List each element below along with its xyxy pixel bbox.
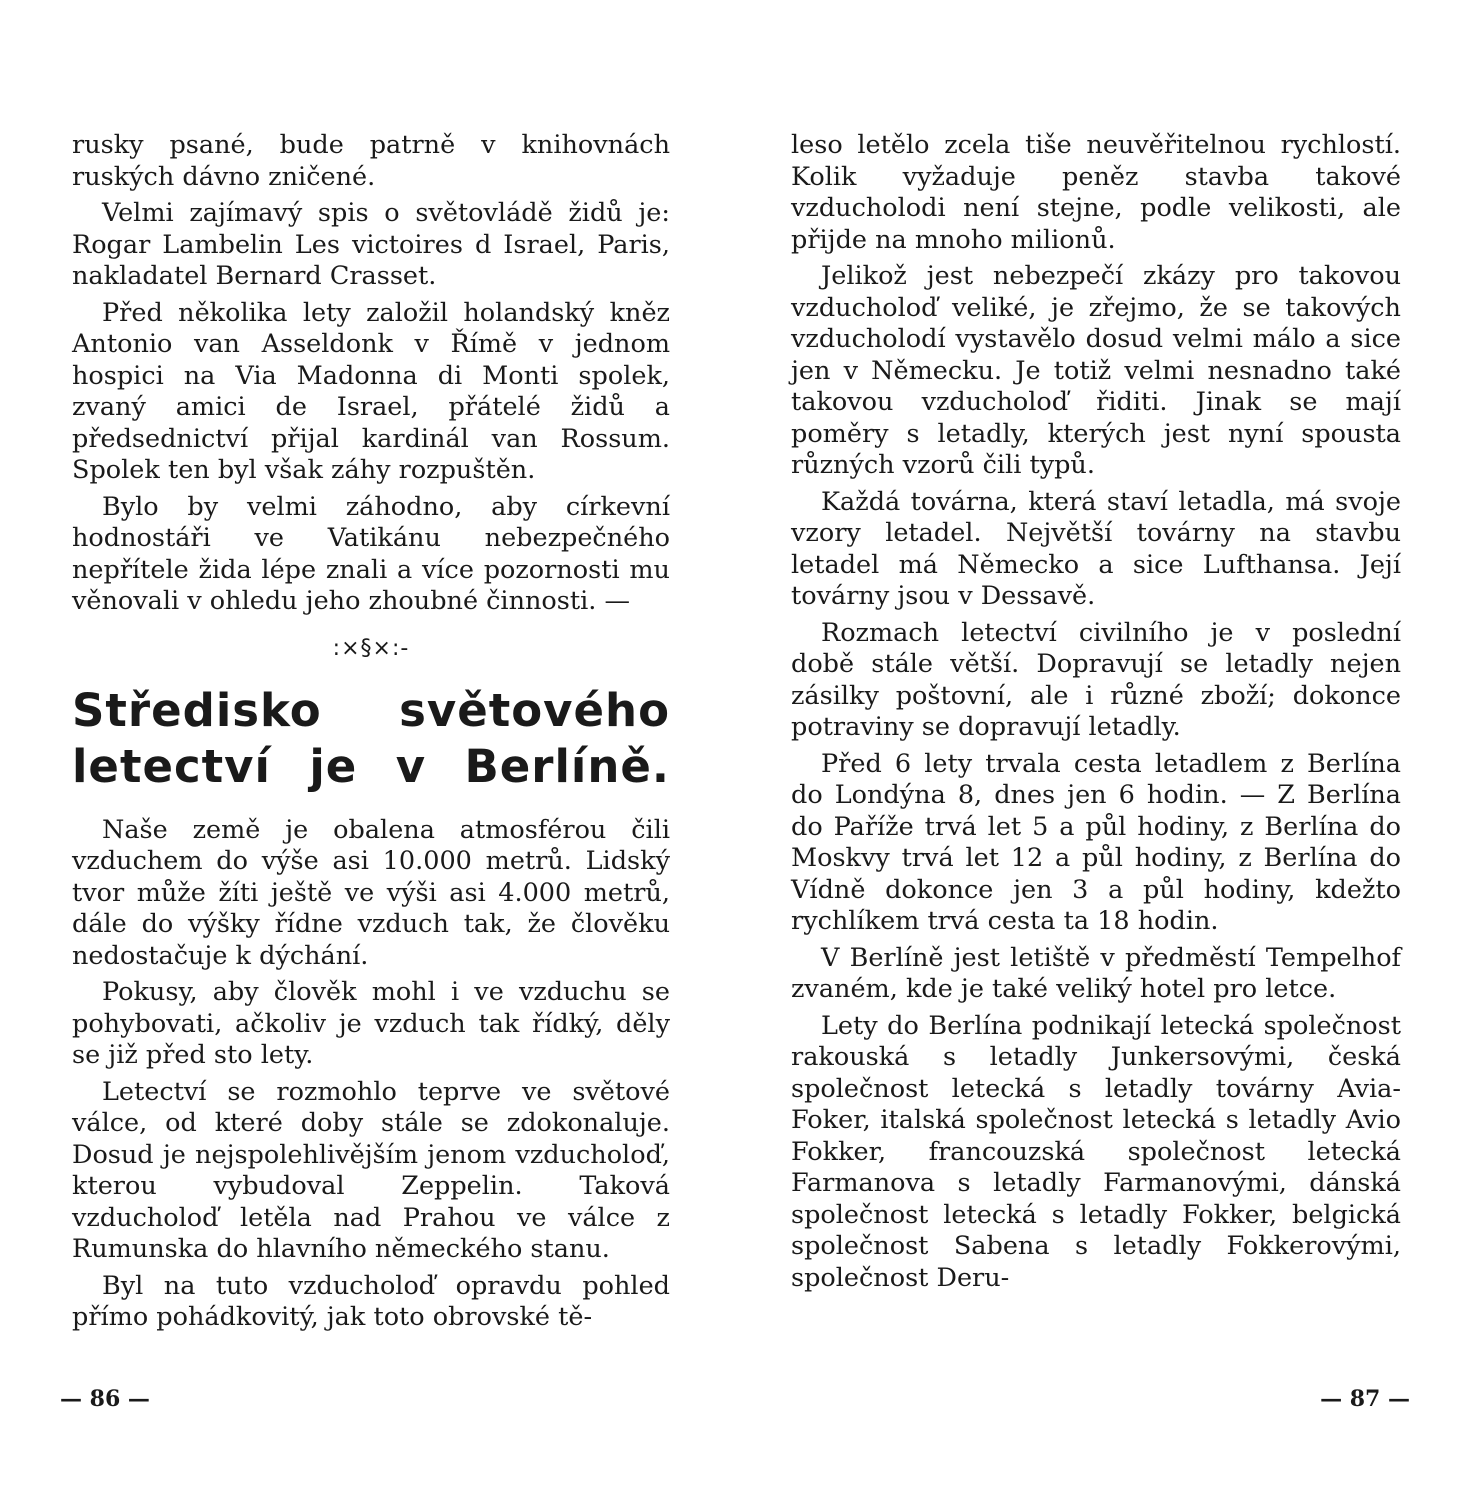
page-number: — 87 — [1320, 1386, 1410, 1412]
paragraph: Pokusy, aby člověk mohl i ve vzduchu se pohybovati, ačkoliv je vzduch tak řídký, děly se již před sto lety. [72, 977, 670, 1070]
paragraph: Lety do Berlína podnikají letecká společnost rakouská s letadly Junkersovými, česká společnost letecká s letadly továrny Avia-Foker, italská společnost letecká s letadly Avio Fokker, francouzská společnost letecká Farmanova s letadly Farmanovými, dánská společnost letecká s letadly Fokker, belgická společnost Sabena s letadly Fokkerovými, společnost Deru- [791, 1010, 1401, 1293]
paragraph: Jelikož jest nebezpečí zkázy pro takovou vzducholoď veliké, je zřejmo, že se takových vzducholodí vystavělo dosud velmi málo a sice jen v Německu. Je totiž velmi nesnadno také takovou vzducholoď řiditi. Jinak se mají poměry s letadly, kterých jest nyní spousta různých vzorů čili typů. [791, 261, 1401, 480]
left-text-column [72, 130, 670, 1339]
paragraph: Před několika lety založil holandský kněz Antonio van Asseldonk v Římě v jednom hospici na Via Madonna di Monti spolek, zvaný amici de Israel, přátelé židů a předsednictví přijal kardinál van Rossum. Spolek ten byl však záhy rozpuštěn. [72, 297, 670, 485]
paragraph: Naše země je obalena atmosférou čili vzduchem do výše asi 10.000 metrů. Lidský tvor může žíti ještě ve výši asi 4.000 metrů, dále do výšky řídne vzduch tak, že člověku nedostačuje k dýchání. [72, 814, 670, 971]
paragraph: rusky psané, bude patrně v knihovnách ruských dávno zničené. [72, 130, 670, 192]
article-headline [72, 683, 670, 795]
right-page [731, 0, 1462, 1501]
paragraph: leso letělo zcela tiše neuvěřitelnou rychlostí. Kolik vyžaduje peněz stavba takové vzducholodi není stejne, podle velikosti, ale přijde na mnoho milionů. [791, 130, 1401, 255]
paragraph: Bylo by velmi záhodno, aby církevní hodnostáři ve Vatikánu nebezpečného nepřítele žida lépe znali a více pozornosti mu věnovali v ohledu jeho zhoubné činnosti. — [72, 491, 670, 616]
paragraph: Každá továrna, která staví letadla, má svoje vzory letadel. Největší továrny na stavbu letadel má Německo a sice Lufthansa. Její továrny jsou v Dessavě. [791, 486, 1401, 611]
right-text-column [791, 130, 1401, 1299]
paragraph: Rozmach letectví civilního je v poslední době stále větší. Dopravují se letadly nejen zásilky poštovní, ale i různé zboží; dokonce potraviny se dopravují letadly. [791, 617, 1401, 742]
headline-line-1: Středisko světového [72, 683, 670, 737]
paragraph: Byl na tuto vzducholoď opravdu pohled přímo pohádkovitý, jak toto obrovské tě- [72, 1270, 670, 1332]
paragraph: V Berlíně jest letiště v předměstí Tempelhof zvaném, kde je také veliký hotel pro letce. [791, 942, 1401, 1004]
headline-line-2: letectví je v Berlíně. [72, 739, 670, 793]
paragraph: Před 6 lety trvala cesta letadlem z Berlína do Londýna 8, dnes jen 6 hodin. — Z Berlína do Paříže trvá let 5 a půl hodiny, z Berlína do Moskvy trvá let 12 a půl hodiny, z Berlína do Vídně dokonce jen 3 a půl hodiny, kdežto rychlíkem trvá cesta ta 18 hodin. [791, 748, 1401, 936]
paragraph: Letectví se rozmohlo teprve ve světové válce, od které doby stále se zdokonaluje. Dosud je nejspolehlivějším jenom vzducholoď, kterou vybudoval Zeppelin. Taková vzducholoď letěla nad Prahou ve válce z Rumunska do hlavního německého stanu. [72, 1076, 670, 1264]
paragraph: Velmi zajímavý spis o světovládě židů je: Rogar Lambelin Les victoires d Israel, Paris, nakladatel Bernard Crasset. [72, 198, 670, 291]
section-divider: :×§×:- [332, 635, 410, 661]
page-number: — 86 — [60, 1386, 150, 1412]
